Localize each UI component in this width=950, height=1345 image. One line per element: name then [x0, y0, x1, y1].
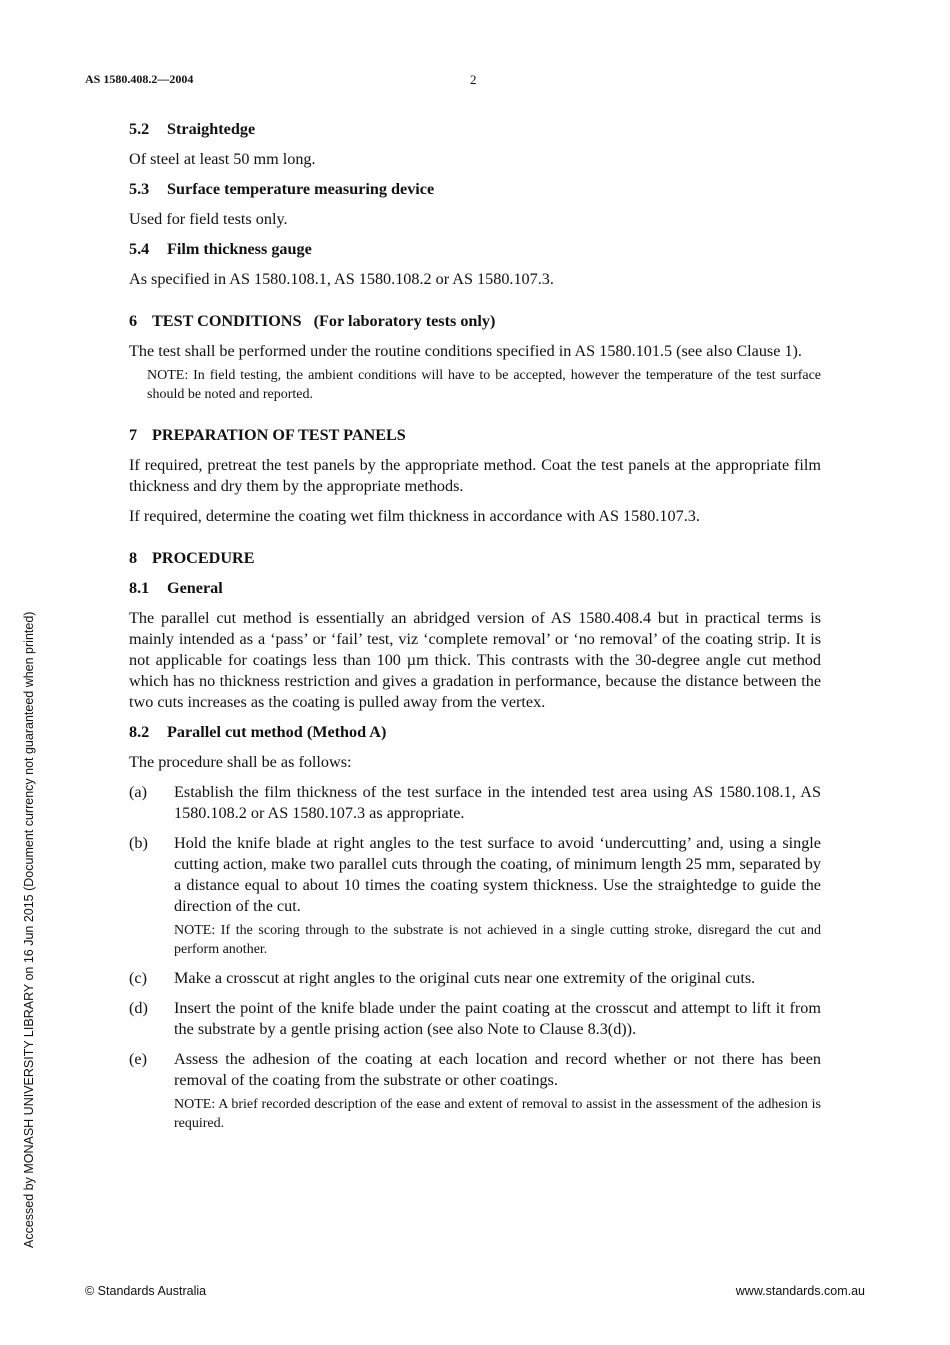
section-note-6: NOTE: In field testing, the ambient conditions will have to be accepted, however the temperature of the test surface should be noted and reported. — [147, 368, 821, 402]
footer-website-link[interactable]: www.standards.com.au — [735, 1284, 865, 1298]
section-text-5-4: As specified in AS 1580.108.1, AS 1580.108.2 or AS 1580.107.3. — [129, 270, 554, 288]
section-heading-5-4: 5.4 Film thickness gauge — [129, 240, 312, 258]
document-id: AS 1580.408.2—2004 — [85, 72, 194, 86]
document-body — [129, 119, 821, 1142]
access-watermark: Accessed by MONASH UNIVERSITY LIBRARY on 16 Jun 2015 (Document currency not guaranteed when printed) — [22, 611, 36, 1248]
section-text-7-1: If required, pretreat the test panels by the appropriate method. Coat the test panels at the appropriate film thickness and dry them by the appropriate methods. — [129, 456, 821, 495]
list-item — [129, 833, 821, 959]
section-heading-5-2: 5.2 Straightedge — [129, 120, 256, 138]
section-heading-8: 8 PROCEDURE — [129, 549, 255, 567]
page-number: 2 — [470, 72, 477, 87]
list-item-note: NOTE: If the scoring through to the substrate is not achieved in a single cutting stroke, disregard the cut and perform another. — [174, 923, 821, 957]
list-item-label: (c) — [129, 969, 147, 987]
section-text-5-2: Of steel at least 50 mm long. — [129, 150, 316, 168]
section-heading-8-2: 8.2 Parallel cut method (Method A) — [129, 723, 387, 741]
list-item-label: (b) — [129, 834, 148, 852]
list-item — [129, 968, 821, 989]
list-item-text: Make a crosscut at right angles to the original cuts near one extremity of the original cuts. — [174, 969, 756, 987]
list-item-label: (e) — [129, 1050, 147, 1068]
list-item-label: (a) — [129, 783, 147, 801]
list-item — [129, 998, 821, 1040]
list-item-text: Insert the point of the knife blade under the paint coating at the crosscut and attempt to lift it from the substrate by a gentle prising action (see also Note to Clause 8.3(d)). — [174, 999, 821, 1038]
list-item — [129, 782, 821, 824]
list-item-label: (d) — [129, 999, 148, 1017]
section-heading-8-1: 8.1 General — [129, 579, 223, 597]
section-text-7-2: If required, determine the coating wet film thickness in accordance with AS 1580.107.3. — [129, 507, 700, 525]
section-heading-6: 6 TEST CONDITIONS (For laboratory tests only) — [129, 312, 496, 330]
list-item — [129, 1049, 821, 1133]
list-item-text: Assess the adhesion of the coating at each location and record whether or not there has been removal of the coating from the substrate or other coatings. — [174, 1050, 821, 1089]
section-text-8-1: The parallel cut method is essentially an abridged version of AS 1580.408.4 but in practical terms is mainly intended as a ‘pass’ or ‘fail’ test, viz ‘complete removal’ or ‘no removal’ of the coating strip. It is not applicable for coatings less than 100 µm thick. This contrasts with the 30-degree angle cut method which has no thickness restriction and gives a gradation in performance, because the distance between the two cuts increases as the coating is pulled away from the vertex. — [129, 609, 821, 711]
footer-copyright: © Standards Australia — [85, 1284, 207, 1298]
section-text-5-3: Used for field tests only. — [129, 210, 288, 228]
section-text-6: The test shall be performed under the routine conditions specified in AS 1580.101.5 (see also Clause 1). — [129, 342, 802, 360]
list-item-note: NOTE: A brief recorded description of the ease and extent of removal to assist in the assessment of the adhesion is required. — [174, 1097, 821, 1131]
list-item-text: Hold the knife blade at right angles to the test surface to avoid ‘undercutting’ and, using a single cutting action, make two parallel cuts through the coating, of minimum length 25 mm, separated by a distance equal to about 10 times the coating system thickness. Use the straightedge to guide the direction of the cut. — [174, 834, 821, 915]
list-item-text: Establish the film thickness of the test surface in the intended test area using AS 1580.108.1, AS 1580.108.2 or AS 1580.107.3 as appropriate. — [174, 783, 821, 822]
section-heading-7: 7 PREPARATION OF TEST PANELS — [129, 426, 406, 444]
section-intro-8-2: The procedure shall be as follows: — [129, 753, 352, 771]
section-heading-5-3: 5.3 Surface temperature measuring device — [129, 180, 435, 198]
